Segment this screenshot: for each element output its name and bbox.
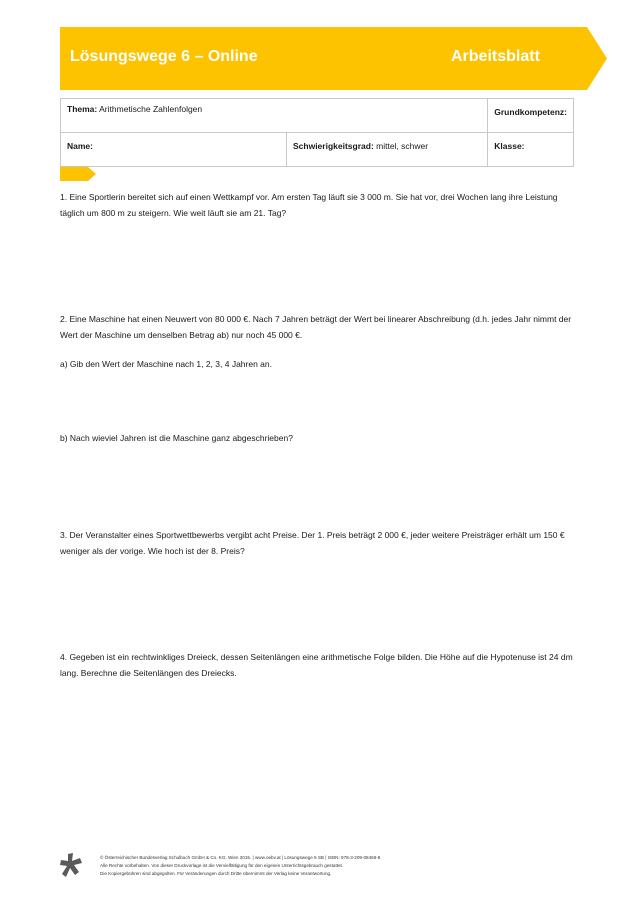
grundkompetenz-label: Grundkompetenz: [494,107,567,117]
schwierigkeit-label: Schwierigkeitsgrad: [293,141,374,151]
header-title: Lösungswege 6 – Online [70,48,258,65]
footer-text [100,854,380,878]
question-2b: b) Nach wieviel Jahren ist die Maschine ganz abgeschrieben? [60,433,293,443]
klasse-label: Klasse: [494,141,525,151]
footer-line-1: © Österreichischer Bundesverlag Schulbuch GmbH & Co. KG, Wien 2015. | www.oebv.at | Lösungswege 5 SB | ISBN: 978-3-209-08466-8 [100,855,381,860]
question-4: 4. Gegeben ist ein rechtwinkliges Dreieck, dessen Seitenlängen eine arithmetische Folge bilden. Die Höhe auf die Hypotenuse ist 24 dm lang. Berechne die Seitenlängen des Dreiecks. [60,652,573,678]
schwierigkeit-value: mittel, schwer [376,141,429,151]
thema-cell [61,99,488,133]
question-1: 1. Eine Sportlerin bereitet sich auf einen Wettkampf vor. Am ersten Tag läuft sie 3 000 m. Sie hat vor, drei Wochen lang ihre Leistung täglich um 800 m zu steigern. Wie weit läuft sie am 21. Tag? [60,192,558,218]
header-banner [60,27,607,90]
section-marker-icon [60,167,96,181]
name-label: Name: [67,141,93,151]
grundkompetenz-cell [488,99,574,133]
thema-label: Thema: [67,104,98,114]
info-table [60,98,574,167]
name-cell [61,133,287,167]
footer-line-3: Die Kopiergebühren sind abgegolten. Für Veränderungen durch Dritte übernimmt der Verlag keine Verantwortung. [100,871,332,876]
question-2: 2. Eine Maschine hat einen Neuwert von 80 000 €. Nach 7 Jahren beträgt der Wert bei linearer Abschreibung (d.h. jedes Jahr nimmt der Wert der Maschine um denselben Betrag ab) nur noch 45 000 €. [60,314,572,340]
question-3: 3. Der Veranstalter eines Sportwettbewerbs vergibt acht Preise. Der 1. Preis beträgt 2 000 €, jeder weitere Preisträger erhält um 150 € weniger als der vorige. Wie hoch ist der 8. Preis? [60,530,565,556]
question-2a: a) Gib den Wert der Maschine nach 1, 2, 3, 4 Jahren an. [60,359,272,369]
sheet-type: Arbeitsblatt [451,48,540,65]
schwierigkeit-cell [287,133,488,167]
footer-line-2: Alle Rechte vorbehalten. Von dieser Druckvorlage ist die Vervielfältigung für den eigenen Unterrichtsgebrauch gestattet. [100,863,344,868]
thema-value: Arithmetische Zahlenfolgen [99,104,203,114]
publisher-logo-icon [60,853,84,879]
klasse-cell [488,133,574,167]
